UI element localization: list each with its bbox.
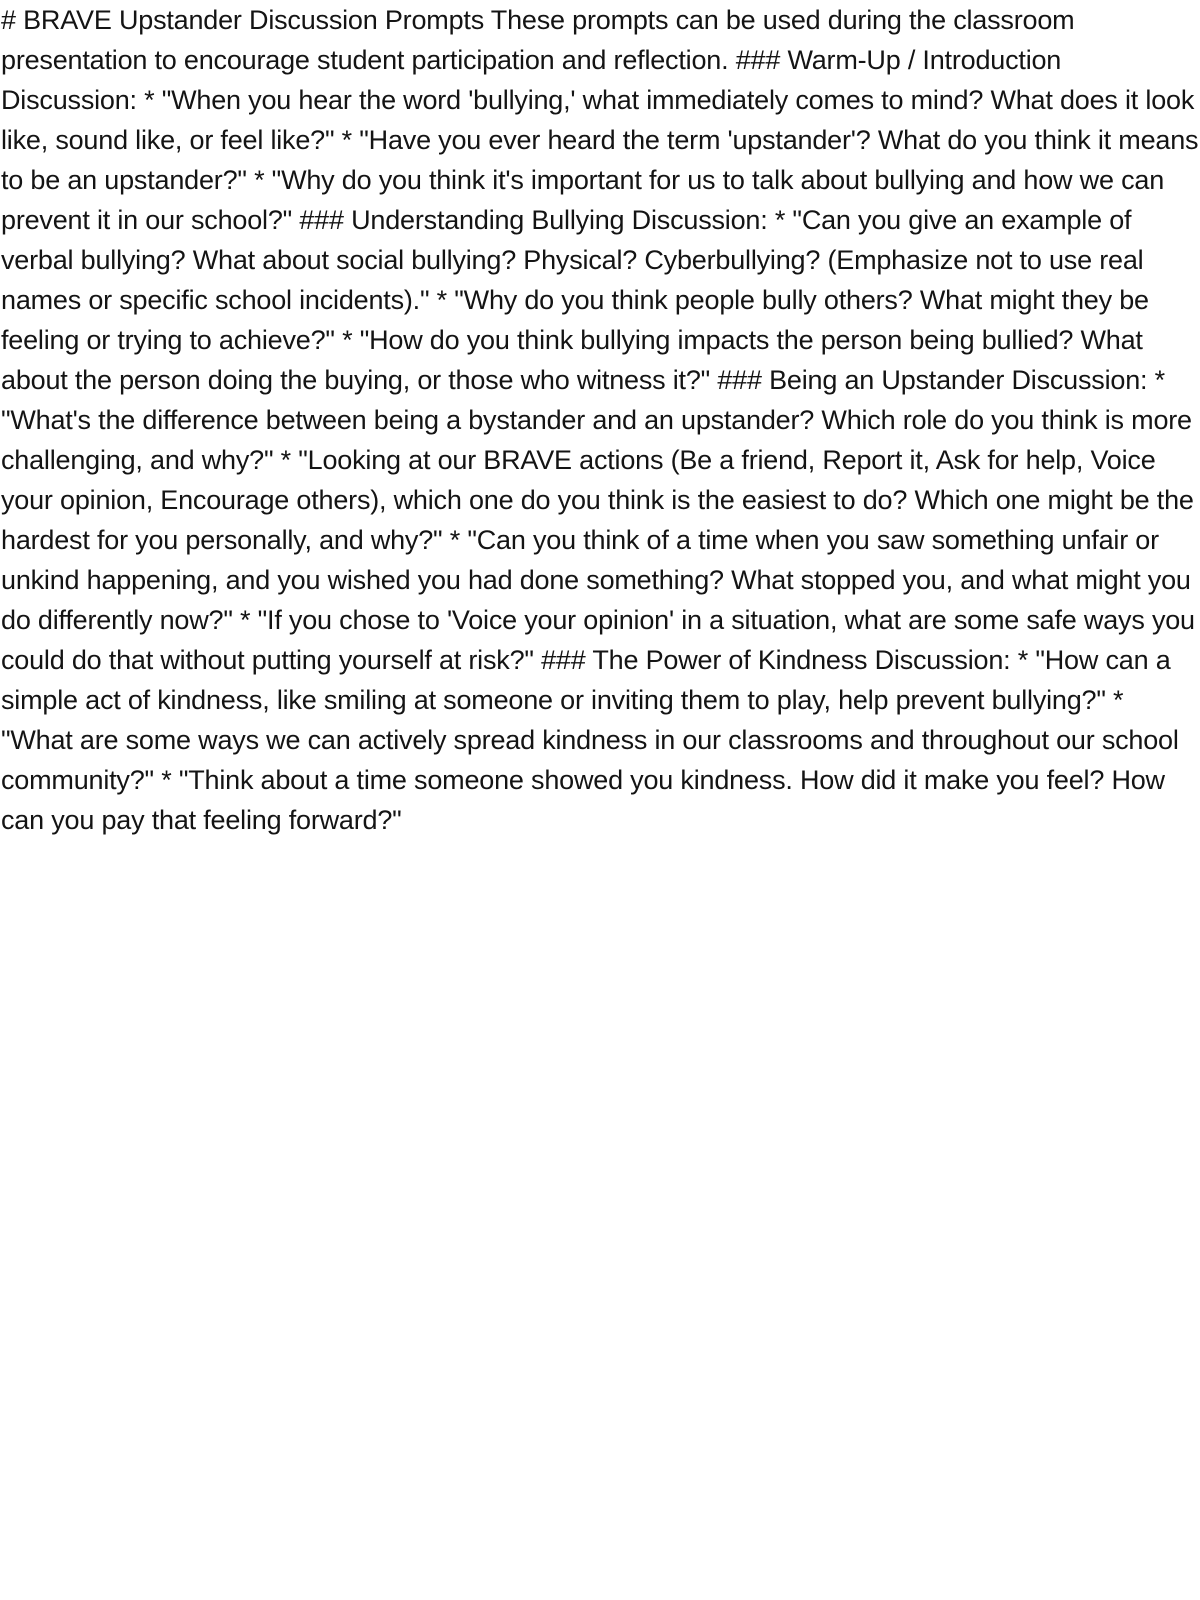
document-text: # BRAVE Upstander Discussion Prompts These prompts can be used during the classroom presentation to encourage student participation and reflection. ### Warm-Up / Introduction Discussion: * "When you hear the word 'bullying,' what immediately comes to mind? What does it look like, sound like, or feel like?" * "Have you ever heard the term 'upstander'? What do you think it means to be an upstander?" * "Why do you think it's important for us to talk about bullying and how we can prevent it in our school?" ### Understanding Bullying Discussion: * "Can you give an example of verbal bullying? What about social bullying? Physical? Cyberbullying? (Emphasize not to use real names or specific school incidents)." * "Why do you think people bully others? What might they be feeling or trying to achieve?" * "How do you think bullying impacts the person being bullied? What about the person doing the buying, or those who witness it?" ### Being an Upstander Discussion: * "What's the difference between being a bystander and an upstander? Which role do you think is more challenging, and why?" * "Looking at our BRAVE actions (Be a friend, Report it, Ask for help, Voice your opinion, Encourage others), which one do you think is the easiest to do? Which one might be the hardest for you personally, and why?" * "Can you think of a time when you saw something unfair or unkind happening, and you wished you had done something? What stopped you, and what might you do differently now?" * "If you chose to 'Voice your opinion' in a situation, what are some safe ways you could do that without putting yourself at risk?" ### The Power of Kindness Discussion: * "How can a simple act of kindness, like smiling at someone or inviting them to play, help prevent bullying?" * "What are some ways we can actively spread kindness in our classrooms and throughout our school community?" * "Think about a time someone showed you kindness. How did it make you feel? How can you pay that feeling forward?" (1, 5, 1199, 835)
